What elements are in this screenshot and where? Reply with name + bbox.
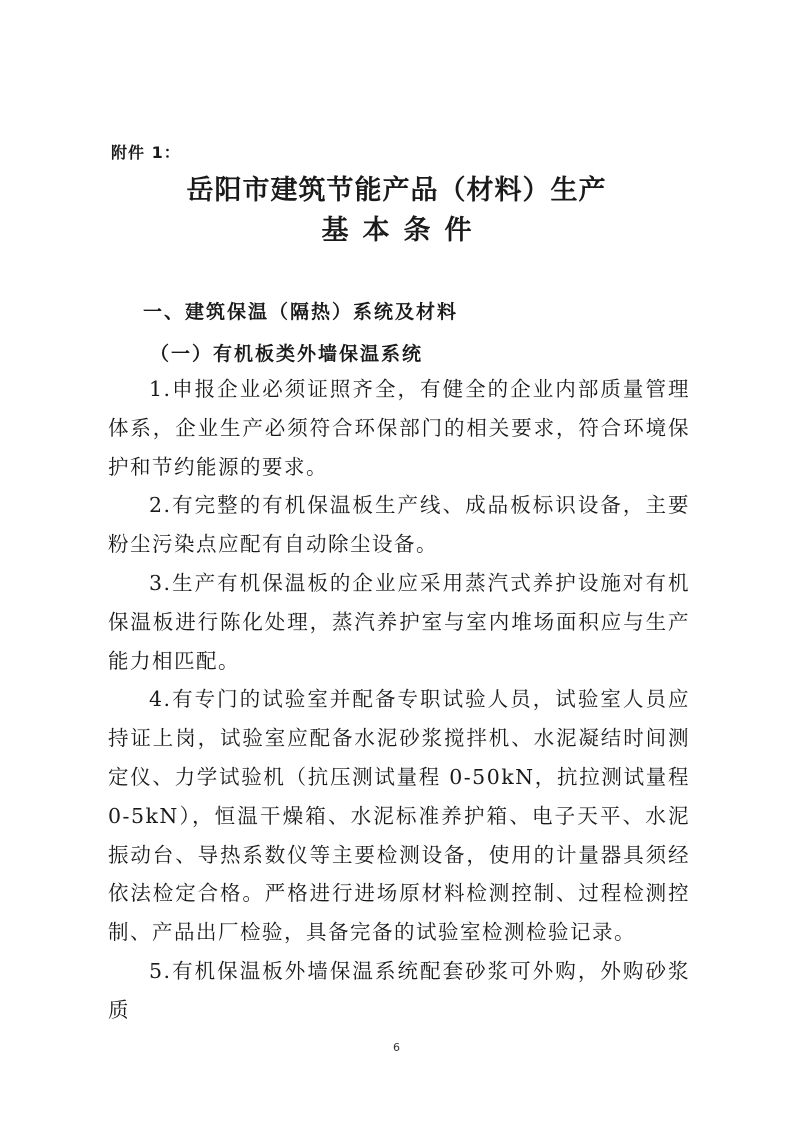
section-heading: 一、建筑保温（隔热）系统及材料 — [143, 301, 459, 323]
paragraph-5: 5.有机保温板外墙保温系统配套砂浆可外购，外购砂浆质 — [108, 958, 690, 1022]
paragraph-3: 3.生产有机保温板的企业应采用蒸汽式养护设施对有机保温板进行陈化处理，蒸汽养护室与室内堆场面积应与生产能力相匹配。 — [108, 570, 690, 673]
paragraph-2: 2.有完整的有机保温板生产线、成品板标识设备，主要粉尘污染点应配有自动除尘设备。 — [108, 493, 690, 557]
paragraph-1: 1.申报企业必须证照齐全，有健全的企业内部质量管理体系，企业生产必须符合环保部门的相关要求，符合环境保护和节约能源的要求。 — [108, 377, 690, 479]
attachment-label: 附件 1： — [111, 143, 181, 162]
body-text — [108, 370, 690, 1030]
subsection-heading: （一）有机板类外墙保温系统 — [150, 343, 424, 365]
page-number: 6 — [393, 1041, 400, 1054]
document-title-line-1: 岳阳市建筑节能产品（材料）生产 — [186, 175, 607, 206]
paragraph-4: 4.有专门的试验室并配备专职试验人员，试验室人员应持证上岗，试验室应配备水泥砂浆搅拌机、水泥凝结时间测定仪、力学试验机（抗压测试量程 0-50kN，抗拉测试量程 0-5kN），恒温干燥箱、水泥标准养护箱、电子天平、水泥振动台、导热系数仪等主要检测设备，使用的计量器具须经依法检定合格。严格进行进场原材料检测控制、过程检测控制、产品出厂检验，具备完备的试验室检测检验记录。 — [108, 687, 690, 945]
document-title-line-2: 基本条件 — [321, 215, 486, 246]
